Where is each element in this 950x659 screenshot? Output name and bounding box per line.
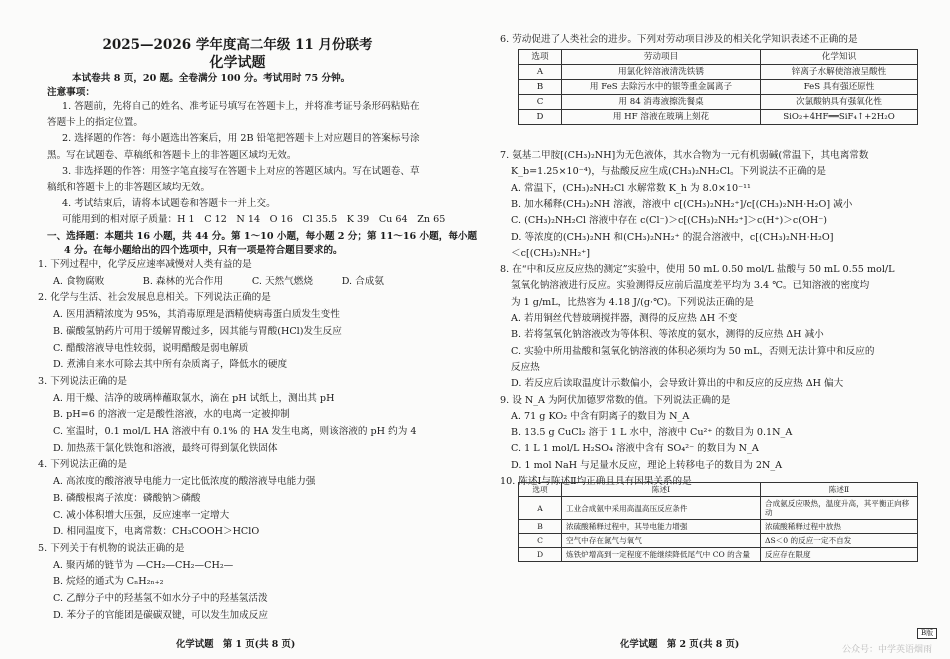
text-line: A. 聚丙烯的链节为 —CH₂—CH₂—CH₂—: [53, 559, 234, 571]
table-cell: 浓硫酸稀释过程中放热: [761, 520, 918, 534]
table-row: [519, 534, 918, 548]
table-cell: B: [519, 80, 562, 95]
table-cell: 空气中存在氮气与氧气: [562, 534, 761, 548]
text-line: D. 等浓度的(CH₃)₂NH 和(CH₃)₂NH₂⁺ 的混合溶液中，c[(CH₃)₂NH·H₂O]: [511, 231, 834, 243]
q10-header-cell: 陈述Ⅰ: [562, 483, 761, 497]
q6-table: [518, 49, 918, 125]
notes-heading: 注意事项：: [47, 87, 95, 98]
table-cell: C: [519, 95, 562, 110]
footer-page-1: 化学试题 第 1 页(共 8 页): [176, 639, 296, 650]
text-line: D. 煮沸自来水可除去其中所有杂质离子，降低水的硬度: [53, 359, 288, 371]
q10-table: [518, 482, 918, 562]
text-line: 1. 下列过程中，化学反应速率减慢对人类有益的是: [38, 259, 252, 270]
section-heading-2: 4 分。在每小题给出的四个选项中，只有一项是符合题目要求的。: [64, 245, 343, 256]
q6-header-cell: 劳动项目: [562, 50, 761, 65]
right-page: [475, 0, 950, 659]
text-line: D. 1 mol NaH 与足量水反应，理论上转移电子的数目为 2N_A: [511, 459, 783, 471]
text-line: D. 相同温度下，电离常数：CH₃COOH＞HClO: [53, 526, 260, 538]
text-line: 7. 氨基二甲胺[(CH₃)₂NH]为无色液体，其水合物为一元有机弱碱(常温下，其电离常数: [500, 150, 869, 161]
table-cell: 工业合成氨中采用高温高压反应条件: [562, 497, 761, 520]
text-line: D. 若反应后读取温度计示数偏小，会导致计算出的中和反应的反应热 ΔH 偏大: [511, 378, 844, 390]
watermark-text: 公众号：中学英语烟雨: [842, 645, 933, 655]
text-line: C. (CH₃)₂NH₂Cl 溶液中存在 c(Cl⁻)＞c[(CH₃)₂NH₂⁺]＞c(H⁺)＞c(OH⁻): [511, 215, 828, 227]
text-line: B. 碳酸氢钠药片可用于缓解胃酸过多，因其能与胃酸(HCl)发生反应: [53, 325, 342, 337]
text-line: A. 常温下，(CH₃)₂NH₂Cl 水解常数 K_h 为 8.0×10⁻¹¹: [511, 182, 751, 194]
table-cell: A: [519, 65, 562, 80]
table-cell: SiO₂+4HF══SiF₄↑+2H₂O: [761, 110, 918, 125]
text-line: A. 若用铜丝代替玻璃搅拌器，测得的反应热 ΔH 不变: [511, 313, 738, 324]
text-line: C. 室温时，0.1 mol/L HA 溶液中有 0.1% 的 HA 发生电离，则该溶液的 pH 约为 4: [53, 426, 417, 437]
text-line: D. 苯分子的官能团是碳碳双键，可以发生加成反应: [53, 609, 268, 621]
text-line: C. 实验中所用盐酸和氢氧化钠溶液的体积必须均为 50 mL，否则无法计算中和反应的: [511, 345, 875, 357]
table-cell: 用氯化锌溶液清洗铁锈: [562, 65, 761, 80]
q6-header-cell: 选项: [519, 50, 562, 65]
text-line: 5. 下列关于有机物的说法正确的是: [38, 542, 185, 554]
text-line: 反应热: [511, 361, 540, 373]
q6-stem: 6. 劳动促进了人类社会的进步。下列对劳动项目涉及的相关化学知识表述不正确的是: [500, 34, 858, 45]
text-line: 1. 答题前，先将自己的姓名、准考证号填写在答题卡上，并将准考证号条形码粘贴在: [62, 101, 420, 112]
footer-page-2: 化学试题 第 2 页(共 8 页): [620, 639, 740, 650]
text-line: B. 13.5 g CuCl₂ 溶于 1 L 水中，溶液中 Cu²⁺ 的数目为 0.1N_A: [511, 427, 793, 439]
text-line: ＜c[(CH₃)₂NH₂⁺]: [511, 247, 591, 259]
text-line: A. 用干燥、洁净的玻璃棒蘸取氯水，滴在 pH 试纸上，测出其 pH: [53, 392, 335, 404]
table-cell: C: [519, 534, 562, 548]
text-line: 9. 设 N_A 为阿伏加德罗常数的值。下列说法正确的是: [500, 394, 731, 406]
table-cell: 用 FeS 去除污水中的银等重金属离子: [562, 80, 761, 95]
table-cell: D: [519, 110, 562, 125]
text-line: C. 乙醇分子中的羟基氢不如水分子中的羟基氢活泼: [53, 593, 268, 604]
text-line: 3. 下列说法正确的是: [38, 375, 127, 387]
text-line: 氢氧化钠溶液进行反应。实验测得反应前后温度差平均为 3.4 ℃。已知溶液的密度均: [511, 280, 870, 292]
table-row: [519, 110, 918, 125]
version-badge: B版: [917, 628, 937, 639]
q6-header-row: [519, 50, 918, 65]
text-line: 10. 陈述Ⅰ与陈述Ⅱ均正确且具有因果关系的是: [500, 476, 692, 487]
table-cell: ΔS＜0 的反应一定不自发: [761, 534, 918, 548]
table-cell: FeS 具有强还原性: [761, 80, 918, 95]
text-line: A. 71 g KO₂ 中含有阴离子的数目为 N_A: [511, 410, 690, 422]
text-line: K_b=1.25×10⁻⁴)，与盐酸反应生成(CH₃)₂NH₂Cl。下列说法不正确的是: [511, 166, 826, 178]
text-line: 4. 考试结束后，请将本试题卷和答题卡一并上交。: [62, 198, 276, 210]
text-line: 2. 化学与生活、社会发展息息相关。下列说法正确的是: [38, 292, 271, 304]
q10-header-row: [519, 483, 918, 497]
exam-intro: 本试卷共 8 页，20 题。全卷满分 100 分。考试用时 75 分钟。: [72, 73, 351, 84]
table-cell: 用 HF 溶液在玻璃上刻花: [562, 110, 761, 125]
text-line: B. 若将氢氧化钠溶液改为等体积、等浓度的氨水，测得的反应热 ΔH 减小: [511, 329, 824, 341]
table-cell: 炼铁炉增高到一定程度不能继续降低尾气中 CO 的含量: [562, 548, 761, 562]
table-cell: 浓硫酸稀释过程中，其导电能力增强: [562, 520, 761, 534]
table-cell: 反应存在限度: [761, 548, 918, 562]
q10-header-cell: 选项: [519, 483, 562, 497]
table-cell: 用 84 消毒液擦洗餐桌: [562, 95, 761, 110]
table-row: [519, 80, 918, 95]
text-line: B. 加水稀释(CH₃)₂NH 溶液，溶液中 c[(CH₃)₂NH₂⁺]/c[(CH₃)₂NH·H₂O] 减小: [511, 198, 853, 210]
subject-title: 化学试题: [209, 55, 266, 71]
text-line: 稿纸和答题卡上的非答题区域均无效。: [47, 182, 211, 193]
table-cell: B: [519, 520, 562, 534]
text-line: 可能用到的相对原子质量：H 1 C 12 N 14 O 16 Cl 35.5 K 39 Cu 64 Zn 65: [62, 214, 446, 226]
table-cell: 次氯酸钠具有强氧化性: [761, 95, 918, 110]
table-row: [519, 520, 918, 534]
table-row: [519, 65, 918, 80]
text-line: C. 1 L 1 mol/L H₂SO₄ 溶液中含有 SO₄²⁻ 的数目为 N_A: [511, 443, 759, 455]
text-line: A. 高浓度的酸溶液导电能力一定比低浓度的酸溶液导电能力强: [53, 476, 316, 488]
text-line: 为 1 g/mL，比热容为 4.18 J/(g·℃)。下列说法正确的是: [511, 296, 754, 308]
text-line: B. 烷烃的通式为 CₙH₂ₙ₊₂: [53, 576, 164, 588]
table-cell: 锌离子水解使溶液呈酸性: [761, 65, 918, 80]
table-row: [519, 548, 918, 562]
text-line: 2. 选择题的作答：每小题选出答案后，用 2B 铅笔把答题卡上对应题目的答案标号涂: [62, 133, 420, 145]
q10-header-cell: 陈述Ⅱ: [761, 483, 918, 497]
text-line: 黑。写在试题卷、草稿纸和答题卡上的非答题区域均无效。: [47, 149, 297, 161]
text-line: D. 加热蒸干氯化铁饱和溶液，最终可得到氯化铁固体: [53, 442, 278, 454]
table-cell: D: [519, 548, 562, 562]
text-line: B. 磷酸根离子浓度：磷酸钠＞磷酸: [53, 492, 201, 504]
table-cell: 合成氨反应吸热，温度升高，其平衡正向移动: [761, 497, 918, 520]
table-cell: A: [519, 497, 562, 520]
q6-header-cell: 化学知识: [761, 50, 918, 65]
text-line: 4. 下列说法正确的是: [38, 459, 127, 471]
exam-title: 2025—2026 学年度高二年级 11 月份联考: [102, 37, 373, 53]
text-line: A. 食物腐败 B. 森林的光合作用 C. 天然气燃烧 D. 合成氨: [53, 275, 384, 287]
table-row: [519, 497, 918, 520]
text-line: 答题卡上的指定位置。: [47, 117, 143, 129]
text-line: C. 醋酸溶液导电性较弱，说明醋酸是弱电解质: [53, 342, 249, 354]
text-line: B. pH=6 的溶液一定是酸性溶液，水的电离一定被抑制: [53, 409, 290, 421]
text-line: A. 医用酒精浓度为 95%，其消毒原理是酒精使病毒蛋白质发生变性: [53, 309, 340, 321]
table-row: [519, 95, 918, 110]
text-line: 8. 在“中和反应反应热的测定”实验中，使用 50 mL 0.50 mol/L 盐酸与 50 mL 0.55 mol/L: [500, 264, 895, 276]
section-heading-1: 一、选择题：本题共 16 小题，共 44 分。第 1～10 小题，每小题 2 分；第 11～16 小题，每小题: [47, 231, 478, 242]
text-line: 3. 非选择题的作答：用签字笔直接写在答题卡上对应的答题区域内。写在试题卷、草: [62, 165, 420, 177]
text-line: C. 减小体积增大压强，反应速率一定增大: [53, 509, 230, 521]
